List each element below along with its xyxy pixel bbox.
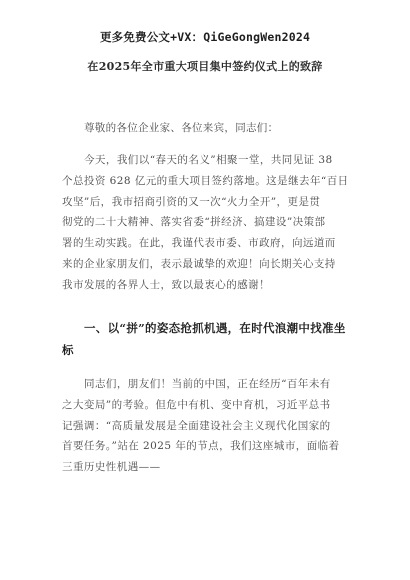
heading-line: 标 [62, 343, 74, 357]
paragraph-line: 攻坚”后，我市招商引资的又一次“火力全开”，更是贯 [62, 195, 321, 208]
paragraph-line: 记强调：“高质量发展是全面建设社会主义现代化国家的 [62, 419, 331, 432]
paragraph-line: 三重历史性机遇—— [62, 461, 161, 474]
promo-header: 更多免费公文+VX：QiGeGongWen2024 [99, 30, 311, 44]
paragraph-line: 首要任务。”站在 2025 年的节点，我们这座城市，面临着 [62, 440, 340, 453]
paragraph-line: 署的生动实践。在此，我谨代表市委、市政府，向远道而 [62, 237, 336, 250]
paragraph-line: 之大变局”的考验。但危中有机、变中育机，习近平总书 [62, 398, 331, 411]
heading-line: 一、以“拼”的姿态抢抓机遇，在时代浪潮中找准坐 [84, 321, 346, 335]
paragraph-section-1 [62, 374, 362, 478]
paragraph-line: 彻党的二十大精神、落实省委“拼经济、搞建设”决策部 [62, 216, 326, 229]
paragraph-line: 个总投资 628 亿元的重大项目签约落地。这是继去年“百日 [62, 174, 349, 187]
paragraph-line: 我市发展的各界人士，致以最衷心的感谢！ [62, 278, 271, 291]
salutation: 尊敬的各位企业家、各位来宾，同志们： [84, 122, 279, 134]
document-title: 在2025年全市重大项目集中签约仪式上的致辞 [87, 60, 323, 73]
paragraph-line: 来的企业家朋友们，表示最诚挚的欢迎！向长期关心支持 [62, 257, 336, 270]
paragraph-opening [62, 150, 362, 296]
paragraph-line: 今天，我们以“春天的名义”相聚一堂，共同见证 38 [84, 154, 333, 166]
section-heading-1 [62, 317, 362, 361]
paragraph-line: 同志们，朋友们！当前的中国，正在经历“百年未有 [84, 378, 331, 390]
